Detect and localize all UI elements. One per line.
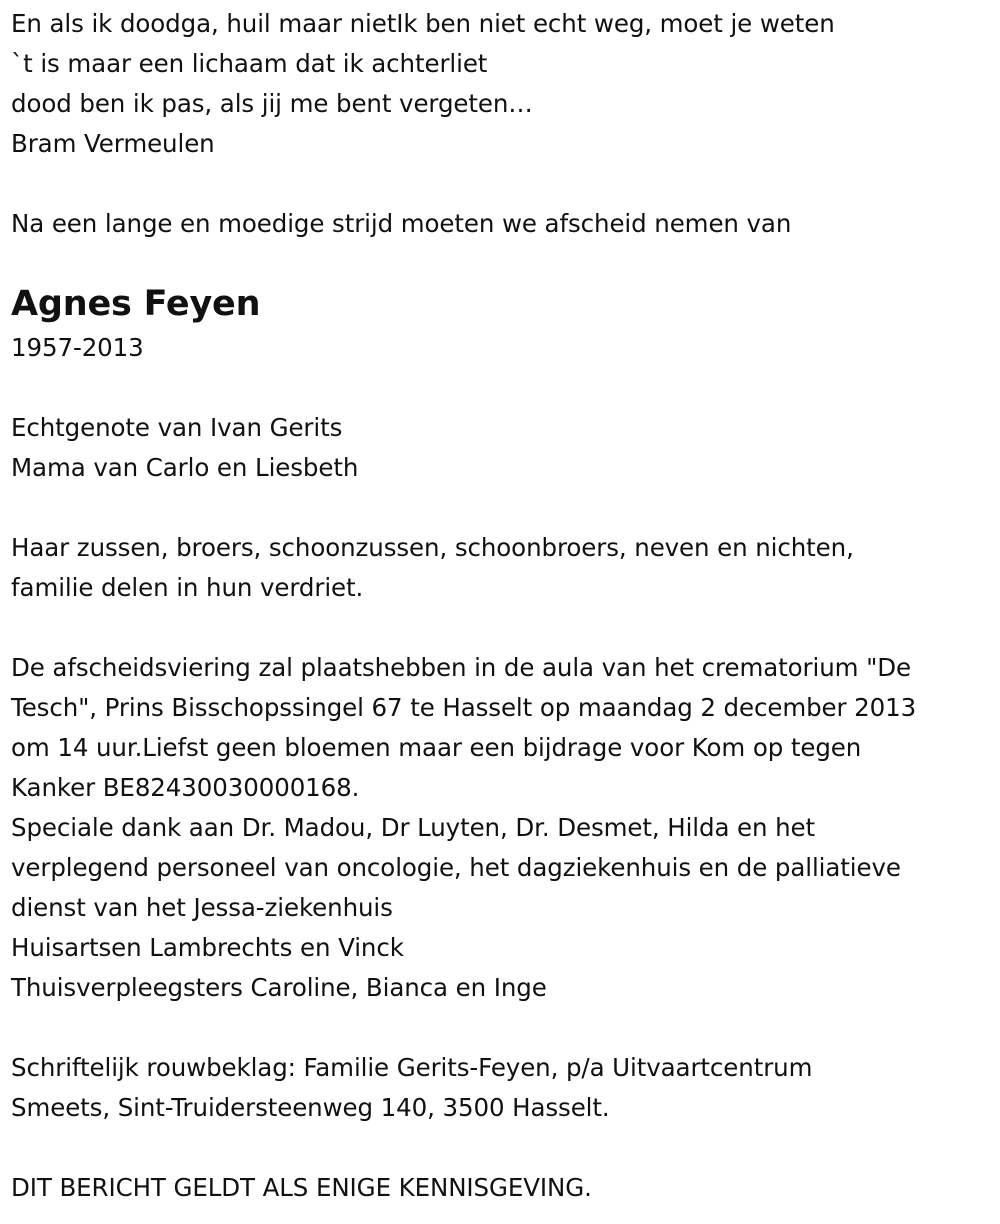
thanks-line: dienst van het Jessa-ziekenhuis (11, 893, 393, 922)
notice-text: DIT BERICHT GELDT ALS ENIGE KENNISGEVING. (11, 1173, 592, 1202)
family-line: Haar zussen, broers, schoonzussen, schoonbroers, neven en nichten, (11, 533, 854, 562)
thanks-line: Thuisverpleegsters Caroline, Bianca en Inge (11, 973, 547, 1002)
relation-line: Mama van Carlo en Liesbeth (11, 453, 359, 482)
ceremony-paragraph (11, 648, 990, 1008)
ceremony-line: De afscheidsviering zal plaatshebben in de aula van het crematorium "De (11, 653, 911, 682)
deceased-years: 1957-2013 (11, 333, 144, 362)
deceased-name: Agnes Feyen (11, 284, 261, 324)
ceremony-line: Kanker BE82430030000168. (11, 773, 360, 802)
poem-author: Bram Vermeulen (11, 129, 215, 158)
spacer (11, 244, 990, 278)
spacer (11, 488, 990, 528)
thanks-line: Speciale dank aan Dr. Madou, Dr Luyten, Dr. Desmet, Hilda en het (11, 813, 816, 842)
condolences-line: Schriftelijk rouwbeklag: Familie Gerits-Feyen, p/a Uitvaartcentrum (11, 1053, 813, 1082)
thanks-line: verplegend personeel van oncologie, het dagziekenhuis en de palliatieve (11, 853, 901, 882)
spacer (11, 1128, 990, 1168)
spacer (11, 368, 990, 408)
family-line: familie delen in hun verdriet. (11, 573, 364, 602)
spacer (11, 1008, 990, 1048)
family-paragraph (11, 528, 990, 608)
ceremony-line: Tesch", Prins Bisschopssingel 67 te Hasselt op maandag 2 december 2013 (11, 693, 917, 722)
relation-line: Echtgenote van Ivan Gerits (11, 413, 343, 442)
intro-text: Na een lange en moedige strijd moeten we afscheid nemen van (11, 209, 792, 238)
condolences-paragraph (11, 1048, 990, 1128)
spacer (11, 164, 990, 204)
poem-line: En als ik doodga, huil maar nietIk ben niet echt weg, moet je weten (11, 9, 835, 38)
relations (11, 408, 990, 488)
spacer (11, 608, 990, 648)
poem (11, 4, 990, 164)
thanks-line: Huisartsen Lambrechts en Vinck (11, 933, 404, 962)
poem-line: `t is maar een lichaam dat ik achterliet (11, 49, 488, 78)
condolences-line: Smeets, Sint-Truidersteenweg 140, 3500 Hasselt. (11, 1093, 610, 1122)
ceremony-line: om 14 uur.Liefst geen bloemen maar een bijdrage voor Kom op tegen (11, 733, 862, 762)
poem-line: dood ben ik pas, als jij me bent vergeten… (11, 89, 533, 118)
